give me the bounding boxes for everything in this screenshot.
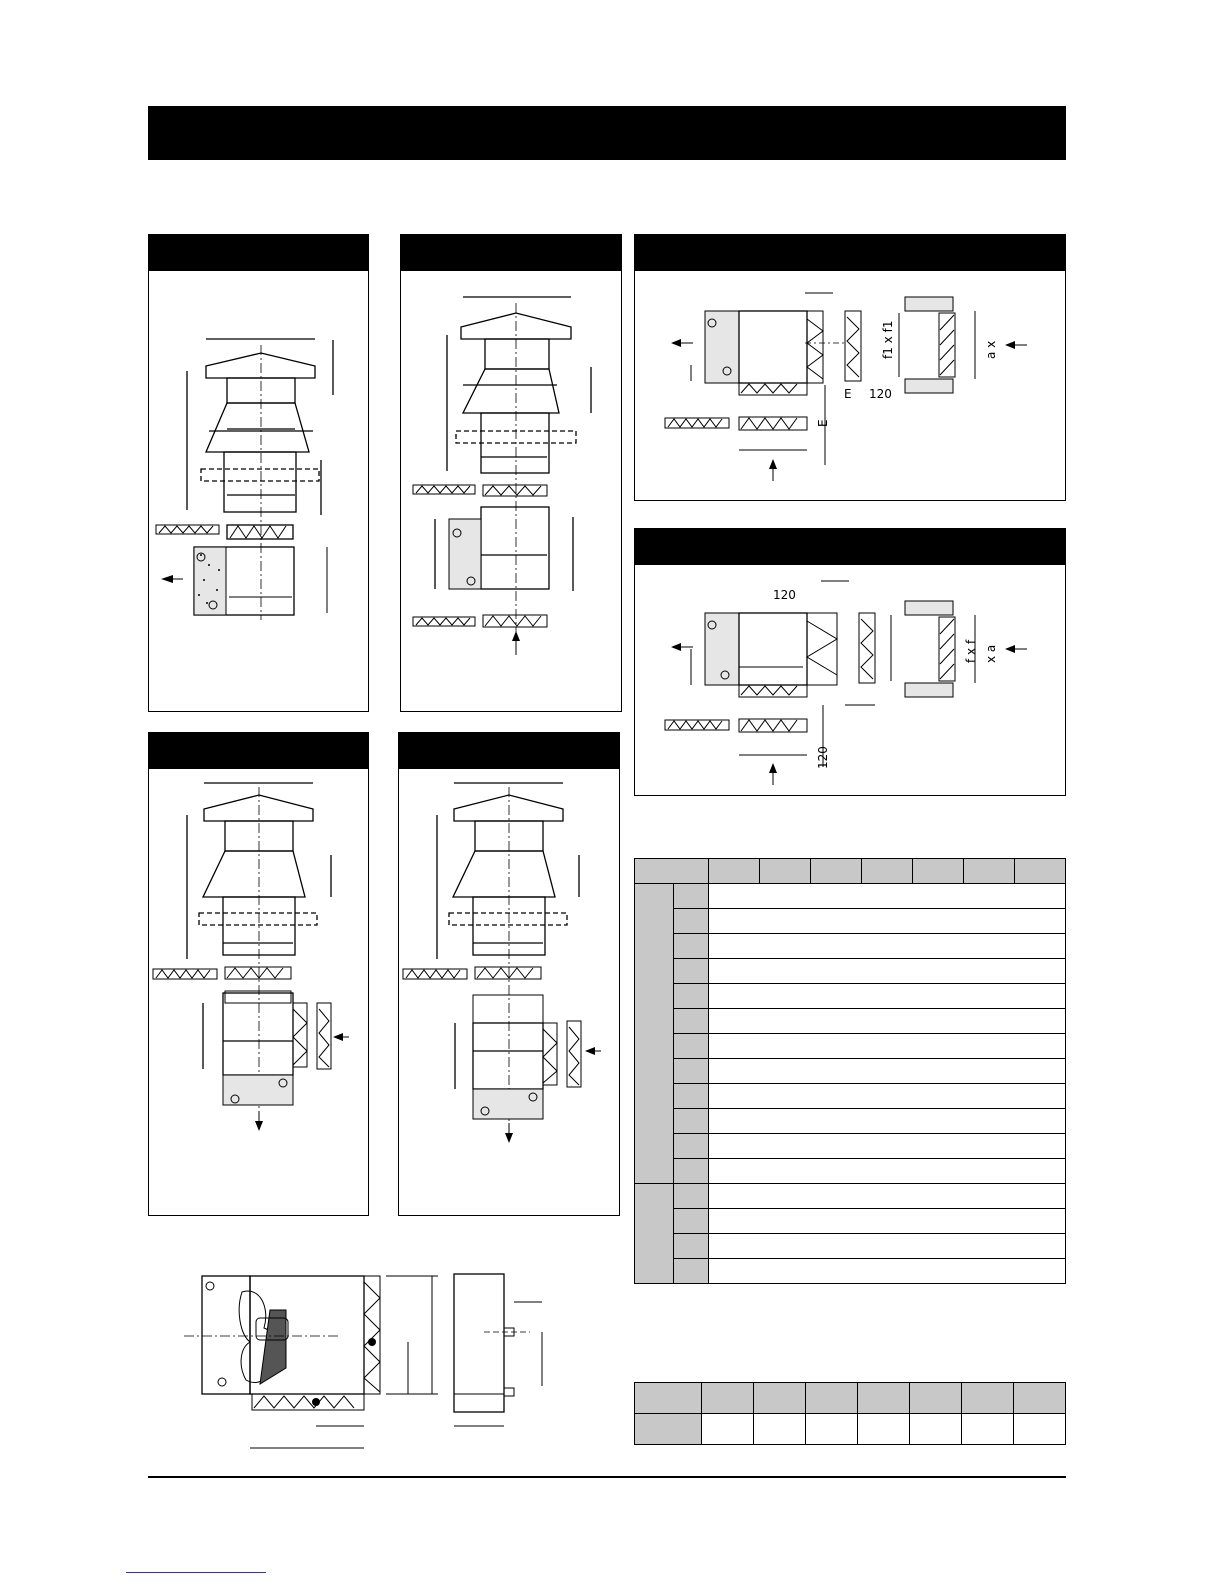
diagram-panel-a — [148, 234, 369, 712]
wall-mount-diagram-d — [635, 529, 1067, 797]
footer-rule — [148, 1476, 1066, 1478]
dim-120-vertical-label: 120 — [816, 746, 830, 769]
roof-cowl-diagram-b — [401, 235, 623, 713]
table-1-row — [709, 1009, 1066, 1034]
table-1-row — [709, 1209, 1066, 1234]
page-title-banner — [148, 106, 1066, 160]
dim-e-label: E — [844, 387, 852, 401]
diagram-panel-f — [398, 732, 620, 1216]
table-1-row — [709, 909, 1066, 934]
roof-cowl-diagram-a — [149, 235, 370, 713]
table-1-row — [709, 1059, 1066, 1084]
wall-mount-diagram-c — [635, 235, 1067, 502]
f1xf1-label: f1 x f1 — [881, 320, 895, 359]
xa-label: x a — [984, 644, 998, 663]
dim-120-top-label: 120 — [773, 588, 796, 602]
table-1-row — [709, 1034, 1066, 1059]
data-table-1 — [634, 858, 1066, 1284]
data-table-2 — [634, 1382, 1066, 1445]
diagram-panel-c — [634, 234, 1066, 501]
roof-cowl-diagram-f — [399, 733, 621, 1217]
ax-label: a x — [984, 340, 998, 359]
table-1-row — [709, 884, 1066, 909]
unit-dimension-drawing — [180, 1258, 560, 1476]
table-1-row — [709, 1134, 1066, 1159]
diagram-panel-d — [634, 528, 1066, 796]
dim-e-vertical-label: E — [816, 419, 830, 427]
table-1-row — [709, 1159, 1066, 1184]
table-1-row — [709, 1084, 1066, 1109]
diagram-panel-e — [148, 732, 369, 1216]
roof-cowl-diagram-e — [149, 733, 370, 1217]
table-1-row — [709, 1259, 1066, 1284]
table-1-row — [709, 1234, 1066, 1259]
table-1-row — [709, 1184, 1066, 1209]
footer-link-underline[interactable] — [126, 1572, 266, 1573]
table-1-row — [709, 959, 1066, 984]
table-1-row — [709, 984, 1066, 1009]
table-1-row — [709, 934, 1066, 959]
diagram-panel-b — [400, 234, 622, 712]
dim-120-label: 120 — [869, 387, 892, 401]
table-1-row — [709, 1109, 1066, 1134]
fxf-label: f x f — [964, 639, 978, 663]
